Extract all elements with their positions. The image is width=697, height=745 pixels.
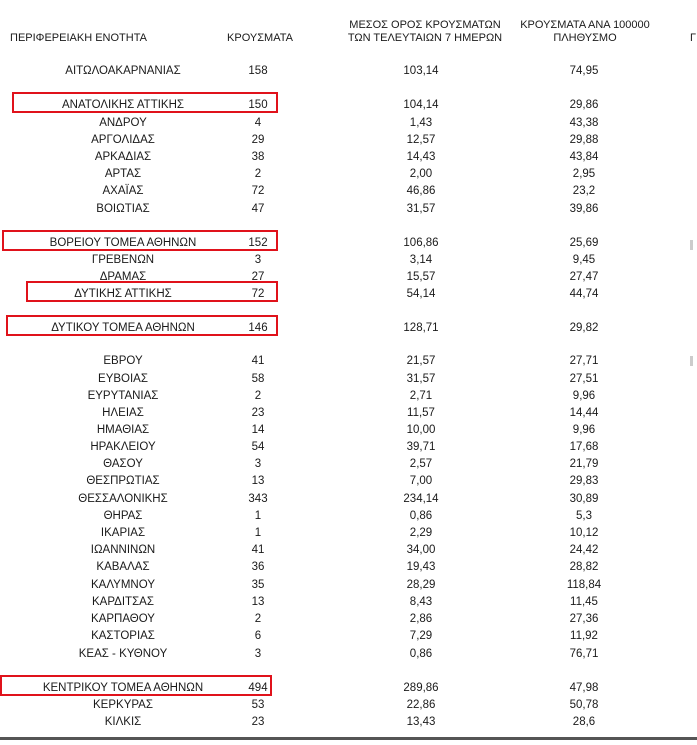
highlight-box xyxy=(12,92,278,113)
table-row xyxy=(0,646,697,662)
cell-cases: 343 xyxy=(248,493,268,505)
table-row xyxy=(0,252,697,268)
cell-per100k: 23,2 xyxy=(572,185,596,197)
table-row xyxy=(0,201,697,217)
cell-cases: 23 xyxy=(251,407,265,419)
cell-cases: 23 xyxy=(251,716,265,728)
cell-per100k: 9,96 xyxy=(572,390,596,402)
cell-region: ΙΚΑΡΙΑΣ xyxy=(100,527,146,539)
header-avg-line1: ΜΕΣΟΣ ΟΡΟΣ ΚΡΟΥΣΜΑΤΩΝ xyxy=(349,19,501,31)
bottom-rule xyxy=(0,737,697,740)
cell-avg: 0,86 xyxy=(409,510,433,522)
table-row xyxy=(0,388,697,404)
table-row xyxy=(0,525,697,541)
cell-avg: 2,71 xyxy=(409,390,433,402)
cell-per100k: 74,95 xyxy=(569,65,599,77)
cell-region: ΚΑΣΤΟΡΙΑΣ xyxy=(91,630,155,642)
cell-region: ΔΡΑΜΑΣ xyxy=(99,271,147,283)
table-row xyxy=(0,115,697,131)
cell-per100k: 30,89 xyxy=(569,493,599,505)
cell-region: ΚΙΛΚΙΣ xyxy=(104,716,142,728)
cell-per100k: 44,74 xyxy=(569,288,599,300)
cell-region: ΗΛΕΙΑΣ xyxy=(102,407,144,419)
header-per100k-line2: ΠΛΗΘΥΣΜΟ xyxy=(553,32,617,44)
cell-cases: 53 xyxy=(251,699,265,711)
cell-avg: 15,57 xyxy=(406,271,436,283)
cell-per100k: 29,88 xyxy=(569,134,599,146)
cell-avg: 234,14 xyxy=(403,493,439,505)
table-row xyxy=(0,183,697,199)
cell-cases: 2 xyxy=(254,613,262,625)
highlight-box xyxy=(0,675,272,696)
cell-region: ΚΑΛΥΜΝΟΥ xyxy=(91,579,155,591)
table-row xyxy=(0,353,697,369)
cell-avg: 46,86 xyxy=(406,185,436,197)
cell-cases: 29 xyxy=(251,134,265,146)
cell-per100k: 17,68 xyxy=(569,441,599,453)
cell-cases: 152 xyxy=(248,237,268,249)
table-row xyxy=(0,473,697,489)
cell-avg: 103,14 xyxy=(403,65,439,77)
cell-region: ΚΕΡΚΥΡΑΣ xyxy=(93,699,153,711)
cell-per100k: 43,84 xyxy=(569,151,599,163)
cell-cases: 41 xyxy=(251,544,265,556)
table-row xyxy=(0,611,697,627)
cell-region: ΚΑΒΑΛΑΣ xyxy=(96,561,150,573)
cell-cases: 72 xyxy=(251,288,265,300)
highlight-box xyxy=(6,315,278,336)
cell-per100k: 27,47 xyxy=(569,271,599,283)
cell-per100k: 118,84 xyxy=(566,579,602,591)
cell-per100k: 29,83 xyxy=(569,475,599,487)
cell-avg: 12,57 xyxy=(406,134,436,146)
table-row xyxy=(0,628,697,644)
cell-region: ΑΝΑΤΟΛΙΚΗΣ ΑΤΤΙΚΗΣ xyxy=(61,99,184,111)
header-cases: ΚΡΟΥΣΜΑΤΑ xyxy=(227,32,293,44)
cell-region: ΔΥΤΙΚΟΥ ΤΟΜΕΑ ΑΘΗΝΩΝ xyxy=(51,322,195,334)
cell-avg: 19,43 xyxy=(406,561,436,573)
cell-avg: 21,57 xyxy=(406,355,436,367)
cell-region: ΕΒΡΟΥ xyxy=(103,355,143,367)
table-row xyxy=(0,577,697,593)
header-per-100k xyxy=(513,19,657,45)
cell-per100k: 27,51 xyxy=(569,373,599,385)
cell-region: ΔΥΤΙΚΗΣ ΑΤΤΙΚΗΣ xyxy=(74,288,172,300)
cell-per100k: 28,6 xyxy=(572,716,596,728)
cell-avg: 54,14 xyxy=(406,288,436,300)
cell-region: ΚΕΑΣ - ΚΥΘΝΟΥ xyxy=(78,648,168,660)
cell-per100k: 2,95 xyxy=(572,168,596,180)
cell-per100k: 28,82 xyxy=(569,561,599,573)
cell-region: ΑΡΤΑΣ xyxy=(104,168,142,180)
cell-per100k: 5,3 xyxy=(576,510,592,522)
cell-cases: 2 xyxy=(254,168,262,180)
cell-region: ΚΑΡΔΙΤΣΑΣ xyxy=(92,596,154,608)
cell-cases: 3 xyxy=(254,648,262,660)
table-row xyxy=(0,508,697,524)
cell-region: ΓΡΕΒΕΝΩΝ xyxy=(91,254,155,266)
cell-per100k: 24,42 xyxy=(569,544,599,556)
highlight-box xyxy=(26,281,278,302)
table-row xyxy=(0,405,697,421)
cell-cases: 158 xyxy=(248,65,268,77)
cell-avg: 3,14 xyxy=(409,254,433,266)
cell-region: ΑΡΓΟΛΙΔΑΣ xyxy=(91,134,155,146)
cell-cases: 494 xyxy=(248,682,268,694)
cell-avg: 0,86 xyxy=(409,648,433,660)
cell-avg: 8,43 xyxy=(409,596,433,608)
cell-cases: 72 xyxy=(251,185,265,197)
cell-region: ΒΟΡΕΙΟΥ ΤΟΜΕΑ ΑΘΗΝΩΝ xyxy=(49,237,197,249)
table-row xyxy=(0,422,697,438)
cell-region: ΕΥΡΥΤΑΝΙΑΣ xyxy=(87,390,159,402)
cell-avg: 289,86 xyxy=(403,682,439,694)
table-row xyxy=(0,456,697,472)
cell-avg: 31,57 xyxy=(406,203,436,215)
cell-cases: 54 xyxy=(251,441,265,453)
cell-region: ΘΕΣΣΑΛΟΝΙΚΗΣ xyxy=(78,493,168,505)
header-avg-line2: ΤΩΝ ΤΕΛΕΥΤΑΙΩΝ 7 ΗΜΕΡΩΝ xyxy=(347,32,503,44)
cell-avg: 10,00 xyxy=(406,424,436,436)
cell-region: ΗΜΑΘΙΑΣ xyxy=(96,424,150,436)
cell-region: ΒΟΙΩΤΙΑΣ xyxy=(96,203,150,215)
cell-avg: 39,71 xyxy=(406,441,436,453)
cell-per100k: 27,71 xyxy=(569,355,599,367)
cell-cases: 6 xyxy=(254,630,262,642)
highlight-box xyxy=(2,230,278,251)
cell-cases: 3 xyxy=(254,254,262,266)
table-row xyxy=(0,697,697,713)
cell-cases: 35 xyxy=(251,579,265,591)
cell-cases: 14 xyxy=(251,424,265,436)
header-avg-7-days xyxy=(334,19,516,45)
cell-avg: 14,43 xyxy=(406,151,436,163)
cell-per100k: 11,45 xyxy=(570,596,598,608)
cell-avg: 22,86 xyxy=(406,699,436,711)
cell-avg: 2,29 xyxy=(409,527,433,539)
cell-region: ΚΑΡΠΑΘΟΥ xyxy=(91,613,155,625)
cell-avg: 104,14 xyxy=(403,99,439,111)
cell-avg: 2,57 xyxy=(409,458,433,470)
table-row xyxy=(0,439,697,455)
cell-avg: 7,29 xyxy=(409,630,433,642)
cell-per100k: 9,96 xyxy=(572,424,596,436)
table-row xyxy=(0,714,697,730)
cell-region: ΑΧΑΪΑΣ xyxy=(102,185,144,197)
cell-region: ΑΝΔΡΟΥ xyxy=(99,117,147,129)
table-row xyxy=(0,371,697,387)
cell-per100k: 39,86 xyxy=(569,203,599,215)
table-row xyxy=(0,132,697,148)
cell-cases: 47 xyxy=(251,203,265,215)
cell-per100k: 29,86 xyxy=(569,99,599,111)
cell-cases: 150 xyxy=(248,99,268,111)
cell-region: ΘΑΣΟΥ xyxy=(103,458,143,470)
cell-cases: 1 xyxy=(254,510,262,522)
table-row xyxy=(0,559,697,575)
cell-cases: 3 xyxy=(254,458,262,470)
header-region: ΠΕΡΙΦΕΡΕΙΑΚΗ ΕΝΟΤΗΤΑ xyxy=(10,32,147,44)
cell-per100k: 27,36 xyxy=(569,613,599,625)
cell-per100k: 29,82 xyxy=(569,322,599,334)
cell-cases: 1 xyxy=(254,527,262,539)
cell-avg: 2,86 xyxy=(409,613,433,625)
cell-avg: 2,00 xyxy=(409,168,433,180)
cell-avg: 11,57 xyxy=(407,407,435,419)
cell-cases: 27 xyxy=(251,271,265,283)
cell-avg: 28,29 xyxy=(406,579,436,591)
cell-per100k: 14,44 xyxy=(569,407,599,419)
cell-per100k: 50,78 xyxy=(569,699,599,711)
cell-region: ΘΕΣΠΡΩΤΙΑΣ xyxy=(86,475,160,487)
cut-off-column-mark xyxy=(690,240,693,250)
table-row xyxy=(0,594,697,610)
cell-per100k: 21,79 xyxy=(569,458,599,470)
cell-cases: 41 xyxy=(251,355,265,367)
table-row xyxy=(0,166,697,182)
cell-per100k: 43,38 xyxy=(569,117,599,129)
cell-cases: 13 xyxy=(251,596,265,608)
cell-region: ΚΕΝΤΡΙΚΟΥ ΤΟΜΕΑ ΑΘΗΝΩΝ xyxy=(42,682,204,694)
table-row xyxy=(0,542,697,558)
cell-avg: 1,43 xyxy=(409,117,433,129)
cell-cases: 36 xyxy=(251,561,265,573)
cut-off-column-mark xyxy=(690,356,693,366)
cell-per100k: 10,12 xyxy=(569,527,599,539)
cell-avg: 13,43 xyxy=(406,716,436,728)
cell-cases: 2 xyxy=(254,390,262,402)
cell-region: ΗΡΑΚΛΕΙΟΥ xyxy=(90,441,156,453)
cell-per100k: 9,45 xyxy=(572,254,596,266)
cell-cases: 38 xyxy=(251,151,265,163)
cell-per100k: 11,92 xyxy=(570,630,598,642)
cell-avg: 128,71 xyxy=(403,322,439,334)
cell-region: ΙΩΑΝΝΙΝΩΝ xyxy=(90,544,156,556)
cell-per100k: 47,98 xyxy=(569,682,599,694)
cell-region: ΑΙΤΩΛΟΑΚΑΡΝΑΝΙΑΣ xyxy=(65,65,181,77)
table-row xyxy=(0,491,697,507)
cell-avg: 34,00 xyxy=(406,544,436,556)
cell-per100k: 76,71 xyxy=(569,648,599,660)
cell-avg: 106,86 xyxy=(403,237,439,249)
cell-cases: 13 xyxy=(251,475,265,487)
header-per100k-line1: ΚΡΟΥΣΜΑΤΑ ΑΝΑ 100000 xyxy=(520,19,650,31)
cell-cases: 58 xyxy=(251,373,265,385)
cell-avg: 7,00 xyxy=(409,475,433,487)
cell-region: ΕΥΒΟΙΑΣ xyxy=(98,373,148,385)
cell-region: ΘΗΡΑΣ xyxy=(103,510,143,522)
header-cut-off-column: Γ xyxy=(690,32,697,44)
table-row xyxy=(0,63,697,79)
cell-avg: 31,57 xyxy=(406,373,436,385)
cell-cases: 146 xyxy=(248,322,268,334)
cell-region: ΑΡΚΑΔΙΑΣ xyxy=(94,151,152,163)
cell-per100k: 25,69 xyxy=(569,237,599,249)
cell-cases: 4 xyxy=(254,117,262,129)
table-row xyxy=(0,149,697,165)
